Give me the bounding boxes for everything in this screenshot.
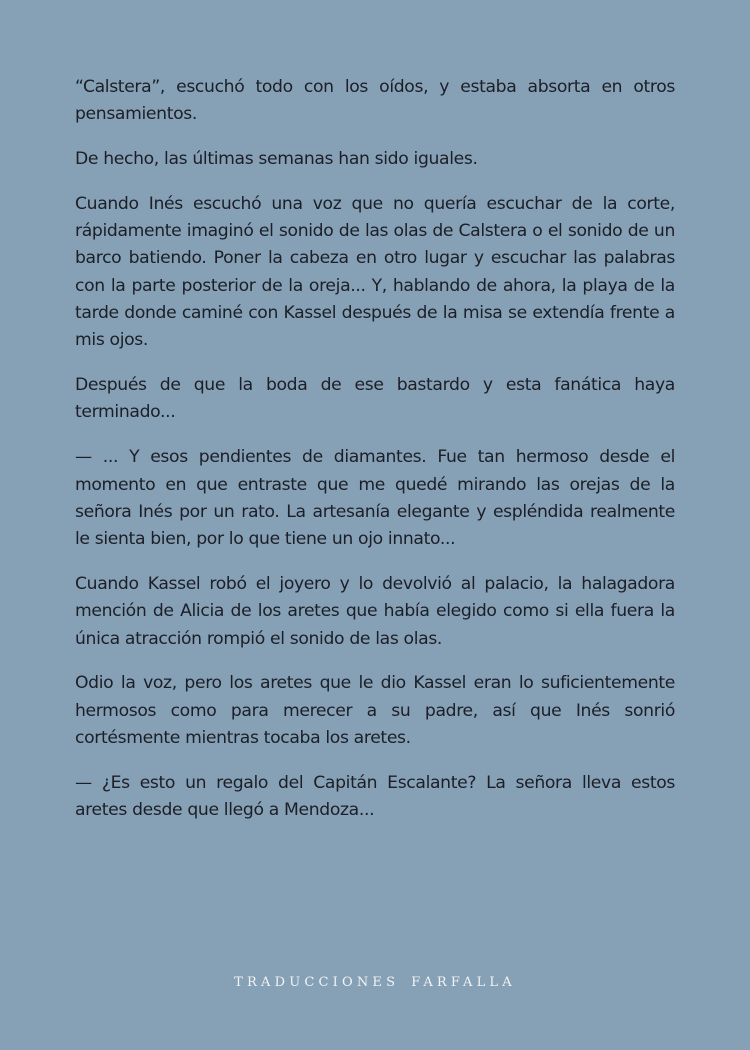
- paragraph: Cuando Kassel robó el joyero y lo devolvió al palacio, la halagadora mención de Alicia de los aretes que había elegido como si ella fuera la única atracción rompió el sonido de las olas.: [75, 573, 675, 649]
- footer-word-farfalla: FARFALLA: [411, 975, 516, 990]
- paragraph: Odio la voz, pero los aretes que le dio Kassel eran lo suficientemente hermosos como para merecer a su padre, así que Inés sonrió cortésmente mientras tocaba los aretes.: [75, 673, 675, 748]
- dialogue-paragraph: — ¿Es esto un regalo del Capitán Escalante? La señora lleva estos aretes desde que llegó a Mendoza...: [75, 772, 675, 821]
- translator-credit-footer: [0, 975, 750, 990]
- paragraph: De hecho, las últimas semanas han sido iguales.: [75, 149, 478, 170]
- paragraph: Cuando Inés escuchó una voz que no quería escuchar de la corte, rápidamente imaginó el sonido de las olas de Calstera o el sonido de un barco batiendo. Poner la cabeza en otro lugar y escuchar las palabras con la parte posterior de la oreja... Y, hablando de ahora, la playa de la tarde donde caminé con Kassel después de la misa se extendía frente a mis ojos.: [75, 193, 675, 351]
- paragraph: Después de que la boda de ese bastardo y esta fanática haya terminado...: [75, 375, 675, 423]
- footer-word-traducciones: TRADUCCIONES: [234, 975, 400, 990]
- dialogue-paragraph: — ... Y esos pendientes de diamantes. Fue tan hermoso desde el momento en que entraste que me quedé mirando las orejas de la señora Inés por un rato. La artesanía elegante y espléndida realmente le sienta bien, por lo que tiene un ojo innato...: [75, 447, 675, 550]
- page-body: [75, 74, 675, 842]
- paragraph: “Calstera”, escuchó todo con los oídos, y estaba absorta en otros pensamientos.: [75, 77, 675, 125]
